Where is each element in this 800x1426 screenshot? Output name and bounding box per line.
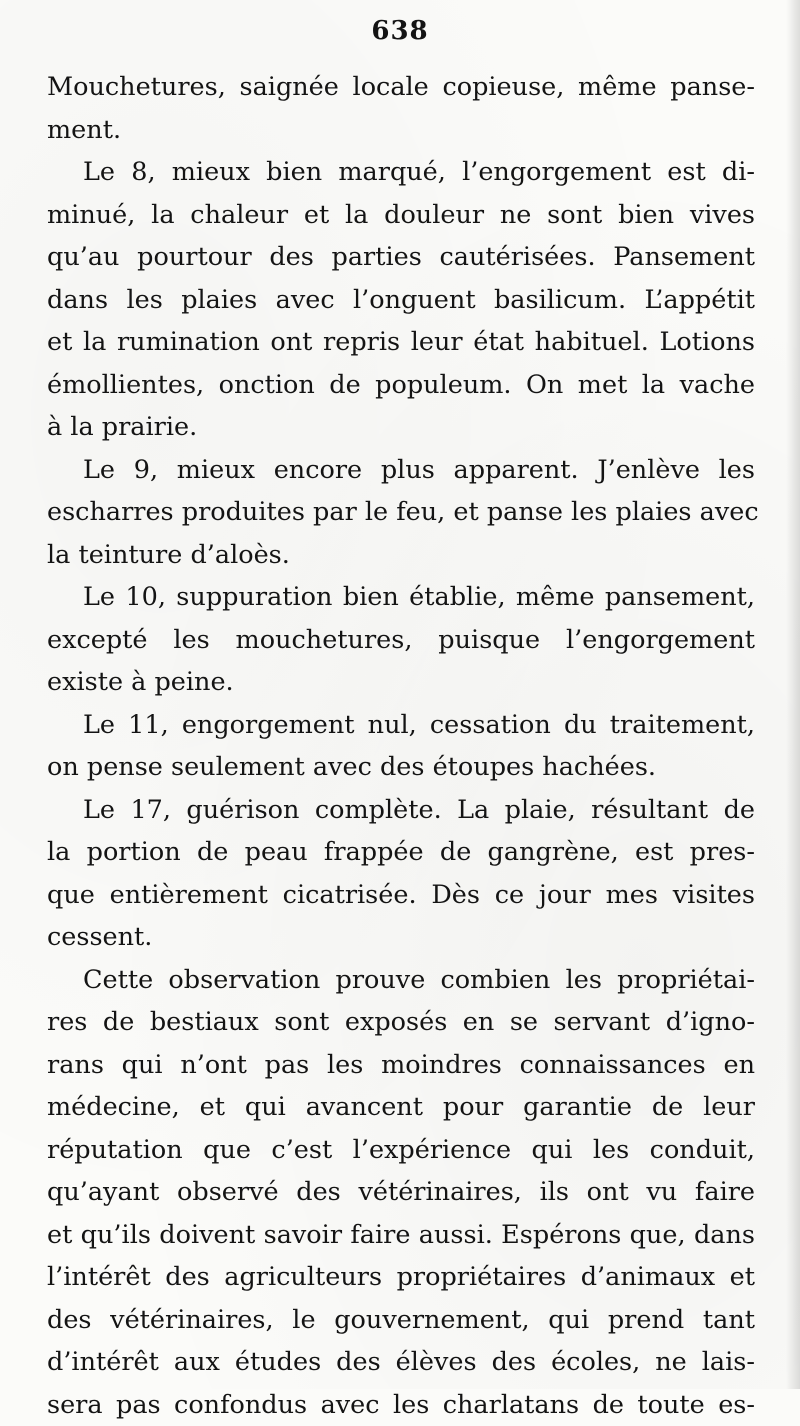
text-line: on pense seulement avec des étoupes hachées. — [47, 746, 755, 789]
text-line: dans les plaies avec l’onguent basilicum. L’appétit — [47, 279, 755, 322]
text-line: d’intérêt aux études des élèves des écoles, ne lais- — [47, 1341, 755, 1384]
text-line: la portion de peau frappée de gangrène, est pres- — [47, 831, 755, 874]
page-number: 638 — [0, 16, 800, 46]
text-line: la teinture d’aloès. — [47, 534, 755, 577]
text-line: Le 8, mieux bien marqué, l’engorgement est di- — [47, 151, 755, 194]
text-line: rans qui n’ont pas les moindres connaissances en — [47, 1044, 755, 1087]
text-line: l’intérêt des agriculteurs propriétaires d’animaux et — [47, 1256, 755, 1299]
text-line: existe à peine. — [47, 661, 755, 704]
body-text — [47, 66, 755, 1426]
text-line: qu’ayant observé des vétérinaires, ils ont vu faire — [47, 1171, 755, 1214]
text-line: Le 9, mieux encore plus apparent. J’enlève les — [47, 449, 755, 492]
page-edge-shadow — [786, 0, 800, 1389]
text-line: que entièrement cicatrisée. Dès ce jour mes visites — [47, 874, 755, 917]
text-line: res de bestiaux sont exposés en se servant d’igno- — [47, 1001, 755, 1044]
text-line: escharres produites par le feu, et panse les plaies avec — [47, 491, 755, 534]
text-line: réputation que c’est l’expérience qui les conduit, — [47, 1129, 755, 1172]
text-line: émollientes, onction de populeum. On met la vache — [47, 364, 755, 407]
text-line: médecine, et qui avancent pour garantie de leur — [47, 1086, 755, 1129]
text-line: Mouchetures, saignée locale copieuse, même panse- — [47, 66, 755, 109]
text-line: Le 11, engorgement nul, cessation du traitement, — [47, 704, 755, 747]
text-line: Le 10, suppuration bien établie, même pansement, — [47, 576, 755, 619]
text-line: qu’au pourtour des parties cautérisées. Pansement — [47, 236, 755, 279]
text-line: minué, la chaleur et la douleur ne sont bien vives — [47, 194, 755, 237]
text-line: ment. — [47, 109, 755, 152]
text-line: et qu’ils doivent savoir faire aussi. Espérons que, dans — [47, 1214, 755, 1257]
text-line: cessent. — [47, 916, 755, 959]
text-line: et la rumination ont repris leur état habituel. Lotions — [47, 321, 755, 364]
text-line: des vétérinaires, le gouvernement, qui prend tant — [47, 1299, 755, 1342]
text-line: à la prairie. — [47, 406, 755, 449]
text-line: sera pas confondus avec les charlatans de toute es- — [47, 1384, 755, 1426]
text-line: excepté les mouchetures, puisque l’engorgement — [47, 619, 755, 662]
text-line: Le 17, guérison complète. La plaie, résultant de — [47, 789, 755, 832]
text-line: Cette observation prouve combien les propriétai- — [47, 959, 755, 1002]
